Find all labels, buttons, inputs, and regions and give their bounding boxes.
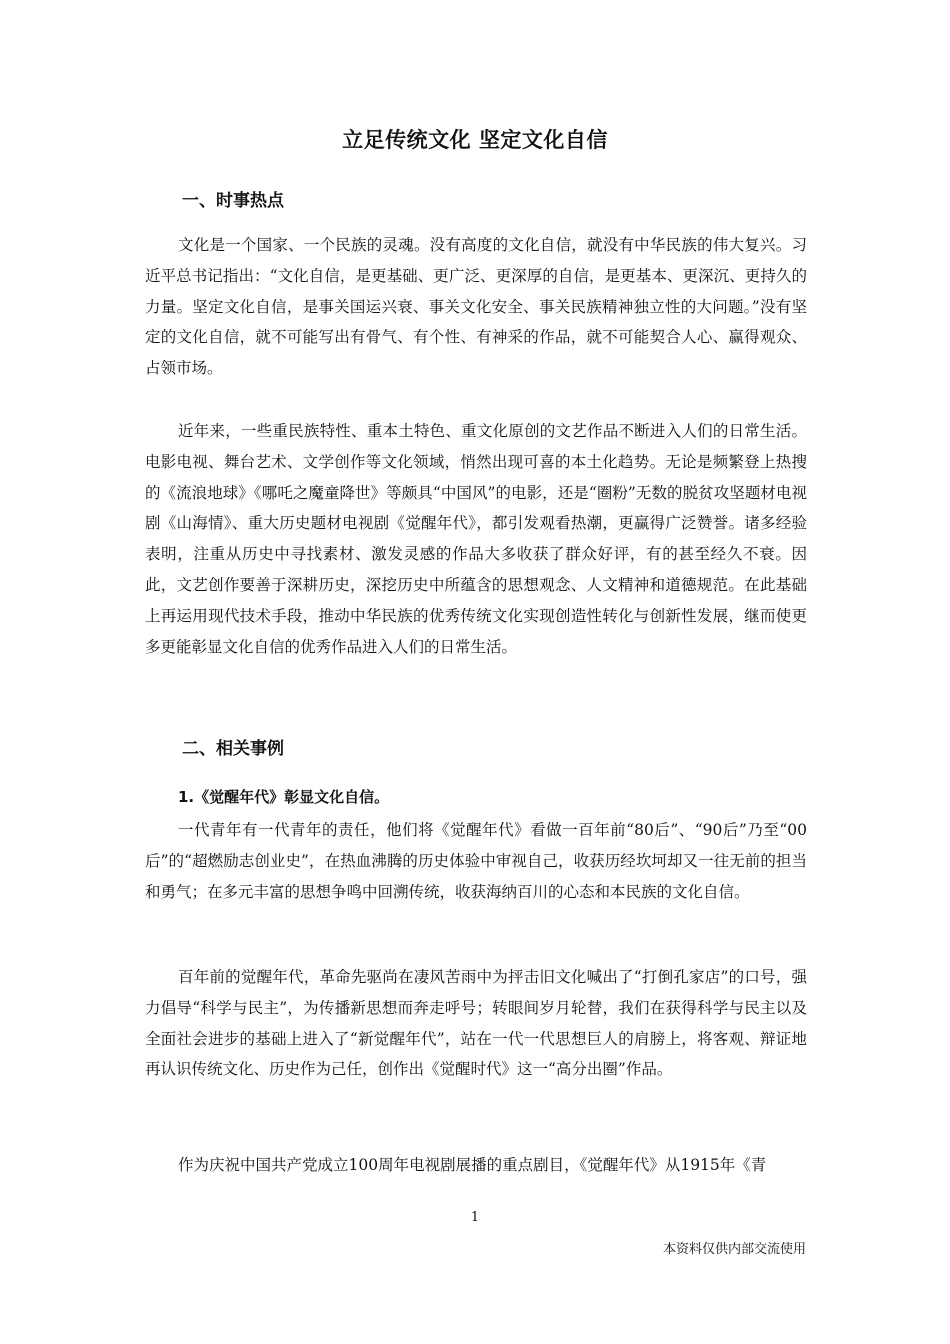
section-heading-related-examples: 二、相关事例 [182, 739, 284, 759]
body-paragraph: 作为庆祝中国共产党成立100周年电视剧展播的重点剧目，《觉醒年代》从1915年《青 [178, 1156, 767, 1174]
body-paragraph: 百年前的觉醒年代，革命先驱尚在凄风苦雨中为抨击旧文化喊出了“打倒孔家店”的口号，强力倡导“科学与民主”，为传播新思想而奔走呼号；转眼间岁月轮替，我们在获得科学与民主以及全面社会进步的基础上进入了“新觉醒年代”，站在一代一代思想巨人的肩膀上，将客观、辩证地再认识传统文化、历史作为己任，创作出《觉醒时代》这一“高分出圈”作品。 [145, 968, 807, 1079]
page-number: 1 [470, 1210, 480, 1225]
section-heading-current-events: 一、时事热点 [182, 191, 284, 211]
example-subheading: 1.《觉醒年代》彰显文化自信。 [178, 788, 390, 806]
document-title: 立足传统文化 坚定文化自信 [342, 128, 608, 152]
footer-note: 本资料仅供内部交流使用 [662, 1242, 806, 1257]
body-paragraph: 近年来，一些重民族特性、重本土特色、重文化原创的文艺作品不断进入人们的日常生活。电影电视、舞台艺术、文学创作等文化领域，悄然出现可喜的本土化趋势。无论是频繁登上热搜的《流浪地球》《哪吒之魔童降世》等颇具“中国风”的电影，还是“圈粉”无数的脱贫攻坚题材电视剧《山海情》、重大历史题材电视剧《觉醒年代》，都引发观看热潮，更赢得广泛赞誉。诸多经验表明，注重从历史中寻找素材、激发灵感的作品大多收获了群众好评，有的甚至经久不衰。因此，文艺创作要善于深耕历史，深挖历史中所蕴含的思想观念、人文精神和道德规范。在此基础上再运用现代技术手段，推动中华民族的优秀传统文化实现创造性转化与创新性发展，继而使更多更能彰显文化自信的优秀作品进入人们的日常生活。 [145, 422, 807, 656]
body-paragraph: 一代青年有一代青年的责任，他们将《觉醒年代》看做一百年前“80后”、“90后”乃至“00后”的“超燃励志创业史”，在热血沸腾的历史体验中审视自己，收获历经坎坷却又一往无前的担当和勇气；在多元丰富的思想争鸣中回溯传统，收获海纳百川的心态和本民族的文化自信。 [145, 821, 807, 901]
body-paragraph: 文化是一个国家、一个民族的灵魂。没有高度的文化自信，就没有中华民族的伟大复兴。习近平总书记指出：“文化自信，是更基础、更广泛、更深厚的自信，是更基本、更深沉、更持久的力量。坚定文化自信，是事关国运兴衰、事关文化安全、事关民族精神独立性的大问题。”没有坚定的文化自信，就不可能写出有骨气、有个性、有神采的作品，就不可能契合人心、赢得观众、占领市场。 [145, 236, 807, 378]
